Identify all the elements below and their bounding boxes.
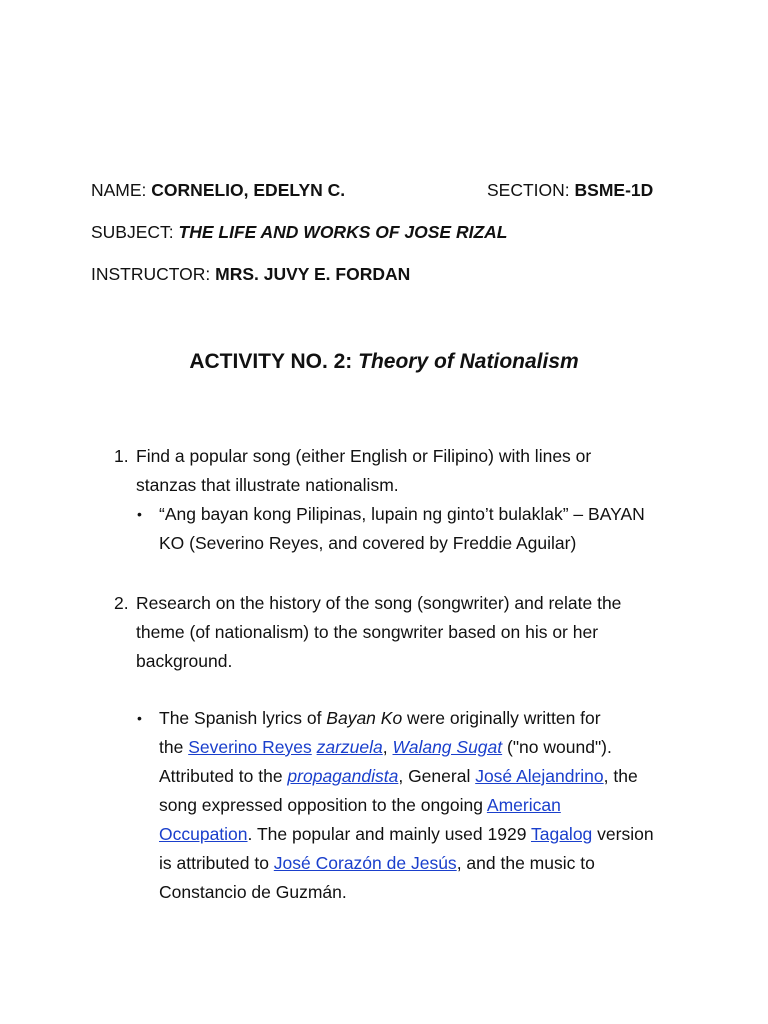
item-1-sub-line-1: “Ang bayan kong Pilipinas, lupain ng ginto’t bulaklak” – BAYAN <box>159 504 645 524</box>
jose-alejandrino-link[interactable]: José Alejandrino <box>475 766 604 786</box>
item-1-number: 1. <box>114 446 129 466</box>
item-1-bullet: • <box>137 506 142 522</box>
subject-value: THE LIFE AND WORKS OF JOSE RIZAL <box>178 222 508 242</box>
name-value: CORNELIO, EDELYN C. <box>151 180 346 200</box>
title-topic: Theory of Nationalism <box>358 350 579 373</box>
item-1-line-1: Find a popular song (either English or Filipino) with lines or <box>136 446 592 466</box>
paragraph-line-4 <box>159 791 561 820</box>
paragraph-line-6 <box>159 849 595 878</box>
name-label: NAME: <box>91 180 152 200</box>
section-line <box>487 176 653 205</box>
text-span: . The popular and mainly used 1929 <box>247 824 531 844</box>
item-2-line-1: Research on the history of the song (songwriter) and relate the <box>136 593 622 613</box>
american-occupation-link-cont[interactable]: Occupation <box>159 824 248 844</box>
text-span: is attributed to <box>159 853 274 873</box>
text-span: , the <box>603 766 638 786</box>
tagalog-link[interactable]: Tagalog <box>530 824 593 844</box>
item-2-line-3: background. <box>136 651 233 671</box>
text-span: version <box>592 824 654 844</box>
jose-corazon-de-jesus-link[interactable]: José Corazón de Jesús <box>273 853 457 873</box>
severino-reyes-link[interactable]: Severino Reyes <box>188 737 312 757</box>
text-span: Attributed to the <box>159 766 288 786</box>
name-line <box>91 176 345 205</box>
subject-label: SUBJECT: <box>91 222 179 242</box>
text-span: the <box>159 737 189 757</box>
subject-line <box>91 218 507 247</box>
text-span: , General <box>398 766 476 786</box>
paragraph-line-1 <box>159 704 601 733</box>
text-span: song expressed opposition to the ongoing <box>159 795 487 815</box>
walang-sugat-link[interactable]: Walang Sugat <box>392 737 503 757</box>
item-2-line-2: theme (of nationalism) to the songwriter based on his or her <box>136 622 599 642</box>
instructor-label: INSTRUCTOR: <box>91 264 216 284</box>
propagandista-link[interactable]: propagandista <box>287 766 399 786</box>
item-1-sub-line-2: KO (Severino Reyes, and covered by Freddie Aguilar) <box>159 533 577 553</box>
text-span: ("no wound"). <box>502 737 612 757</box>
text-span: , <box>382 737 393 757</box>
paragraph-line-7: Constancio de Guzmán. <box>159 882 347 902</box>
instructor-line <box>91 260 410 289</box>
activity-title <box>0 346 768 378</box>
item-2-number: 2. <box>114 593 129 613</box>
paragraph-line-2 <box>159 733 612 762</box>
american-occupation-link[interactable]: American <box>486 795 561 815</box>
section-value: BSME-1D <box>574 180 654 200</box>
paragraph-line-3 <box>159 762 638 791</box>
text-span: , and the music to <box>456 853 595 873</box>
instructor-value: MRS. JUVY E. FORDAN <box>215 264 411 284</box>
paragraph-line-5 <box>159 820 654 849</box>
item-1-line-2: stanzas that illustrate nationalism. <box>136 475 399 495</box>
item-2-bullet: • <box>137 710 142 726</box>
title-prefix: ACTIVITY NO. 2: <box>189 350 359 373</box>
section-label: SECTION: <box>487 180 575 200</box>
text-span: The Spanish lyrics of <box>159 708 327 728</box>
text-span: were originally written for <box>402 708 601 728</box>
song-title-text: Bayan Ko <box>326 708 403 728</box>
zarzuela-link[interactable]: zarzuela <box>316 737 383 757</box>
